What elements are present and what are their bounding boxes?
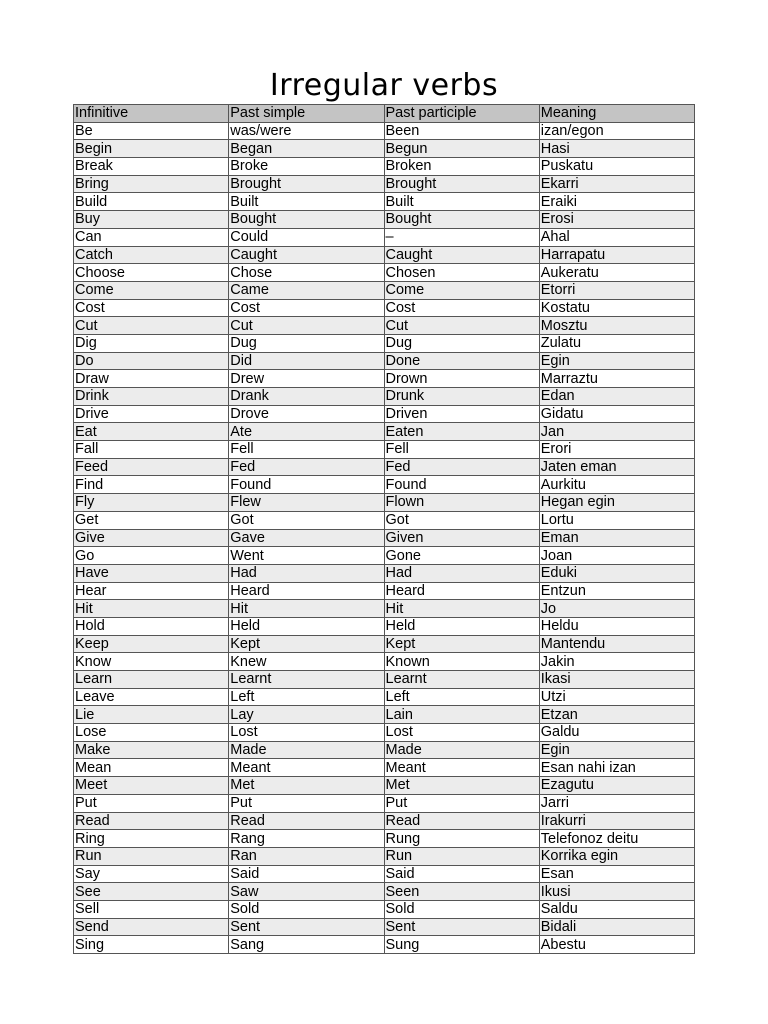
table-row [74, 564, 695, 582]
meaning-cell: Lortu [539, 511, 694, 529]
infinitive-cell: Meet [74, 777, 229, 795]
infinitive-cell: Hear [74, 582, 229, 600]
infinitive-cell: Say [74, 865, 229, 883]
column-header-past-participle: Past participle [384, 105, 539, 123]
meaning-cell: Erosi [539, 211, 694, 229]
infinitive-cell: Catch [74, 246, 229, 264]
meaning-cell: Eraiki [539, 193, 694, 211]
past-simple-cell: Could [229, 228, 384, 246]
meaning-cell: Jaten eman [539, 458, 694, 476]
meaning-cell: Utzi [539, 688, 694, 706]
meaning-cell: Heldu [539, 617, 694, 635]
past-participle-cell: Done [384, 352, 539, 370]
table-row [74, 122, 695, 140]
past-participle-cell: Come [384, 281, 539, 299]
table-row [74, 334, 695, 352]
past-participle-cell: Fell [384, 441, 539, 459]
infinitive-cell: Put [74, 794, 229, 812]
past-simple-cell: Broke [229, 158, 384, 176]
past-simple-cell: Lost [229, 724, 384, 742]
past-simple-cell: Saw [229, 883, 384, 901]
past-participle-cell: Read [384, 812, 539, 830]
past-simple-cell: Did [229, 352, 384, 370]
past-participle-cell: Found [384, 476, 539, 494]
table-row [74, 617, 695, 635]
infinitive-cell: Sing [74, 936, 229, 954]
past-simple-cell: Caught [229, 246, 384, 264]
meaning-cell: Irakurri [539, 812, 694, 830]
table-row [74, 777, 695, 795]
meaning-cell: Esan [539, 865, 694, 883]
past-simple-cell: Said [229, 865, 384, 883]
past-participle-cell: Dug [384, 334, 539, 352]
past-simple-cell: Sold [229, 900, 384, 918]
infinitive-cell: Run [74, 847, 229, 865]
infinitive-cell: Send [74, 918, 229, 936]
table-row [74, 883, 695, 901]
infinitive-cell: Can [74, 228, 229, 246]
page-title: Irregular verbs [269, 68, 499, 103]
past-simple-cell: Held [229, 617, 384, 635]
past-participle-cell: Cost [384, 299, 539, 317]
table-row [74, 812, 695, 830]
meaning-cell: Jakin [539, 653, 694, 671]
table-row [74, 458, 695, 476]
irregular-verbs-table [73, 104, 695, 954]
table-row [74, 158, 695, 176]
infinitive-cell: Buy [74, 211, 229, 229]
past-participle-cell: Brought [384, 175, 539, 193]
table-row [74, 211, 695, 229]
infinitive-cell: Sell [74, 900, 229, 918]
meaning-cell: Zulatu [539, 334, 694, 352]
column-header-past-simple: Past simple [229, 105, 384, 123]
table-row [74, 653, 695, 671]
past-participle-cell: Drunk [384, 388, 539, 406]
meaning-cell: Esan nahi izan [539, 759, 694, 777]
past-participle-cell: Seen [384, 883, 539, 901]
infinitive-cell: Go [74, 547, 229, 565]
table-row [74, 264, 695, 282]
meaning-cell: Saldu [539, 900, 694, 918]
past-participle-cell: Meant [384, 759, 539, 777]
past-simple-cell: Found [229, 476, 384, 494]
past-participle-cell: Gone [384, 547, 539, 565]
table-row [74, 582, 695, 600]
meaning-cell: Etorri [539, 281, 694, 299]
meaning-cell: Edan [539, 388, 694, 406]
table-row [74, 175, 695, 193]
meaning-cell: Aukeratu [539, 264, 694, 282]
meaning-cell: Joan [539, 547, 694, 565]
past-simple-cell: Met [229, 777, 384, 795]
past-simple-cell: Heard [229, 582, 384, 600]
past-simple-cell: Flew [229, 494, 384, 512]
past-participle-cell: Learnt [384, 671, 539, 689]
infinitive-cell: Hit [74, 600, 229, 618]
infinitive-cell: Ring [74, 830, 229, 848]
infinitive-cell: Leave [74, 688, 229, 706]
past-participle-cell: Chosen [384, 264, 539, 282]
meaning-cell: Hegan egin [539, 494, 694, 512]
infinitive-cell: Learn [74, 671, 229, 689]
past-participle-cell: Been [384, 122, 539, 140]
table-row [74, 671, 695, 689]
past-participle-cell: Known [384, 653, 539, 671]
meaning-cell: Kostatu [539, 299, 694, 317]
meaning-cell: Hasi [539, 140, 694, 158]
meaning-cell: Puskatu [539, 158, 694, 176]
past-participle-cell: Hit [384, 600, 539, 618]
past-participle-cell: Broken [384, 158, 539, 176]
infinitive-cell: See [74, 883, 229, 901]
infinitive-cell: Get [74, 511, 229, 529]
table-row [74, 741, 695, 759]
meaning-cell: Jo [539, 600, 694, 618]
meaning-cell: Mantendu [539, 635, 694, 653]
past-participle-cell: Met [384, 777, 539, 795]
header-row [74, 105, 695, 123]
past-participle-cell: Had [384, 564, 539, 582]
past-simple-cell: Came [229, 281, 384, 299]
table-row [74, 865, 695, 883]
meaning-cell: Jan [539, 423, 694, 441]
past-simple-cell: Read [229, 812, 384, 830]
meaning-cell: Korrika egin [539, 847, 694, 865]
past-participle-cell: – [384, 228, 539, 246]
past-participle-cell: Given [384, 529, 539, 547]
infinitive-cell: Fall [74, 441, 229, 459]
past-participle-cell: Sold [384, 900, 539, 918]
infinitive-cell: Keep [74, 635, 229, 653]
meaning-cell: Bidali [539, 918, 694, 936]
past-simple-cell: Knew [229, 653, 384, 671]
meaning-cell: Eduki [539, 564, 694, 582]
table-row [74, 228, 695, 246]
past-participle-cell: Lost [384, 724, 539, 742]
table-row [74, 900, 695, 918]
infinitive-cell: Hold [74, 617, 229, 635]
meaning-cell: Egin [539, 352, 694, 370]
past-simple-cell: Ran [229, 847, 384, 865]
past-participle-cell: Said [384, 865, 539, 883]
infinitive-cell: Give [74, 529, 229, 547]
past-participle-cell: Flown [384, 494, 539, 512]
column-header-meaning: Meaning [539, 105, 694, 123]
past-simple-cell: Brought [229, 175, 384, 193]
meaning-cell: Ezagutu [539, 777, 694, 795]
infinitive-cell: Draw [74, 370, 229, 388]
meaning-cell: Galdu [539, 724, 694, 742]
table-row [74, 281, 695, 299]
table-row [74, 388, 695, 406]
past-simple-cell: Cut [229, 317, 384, 335]
past-simple-cell: Drank [229, 388, 384, 406]
infinitive-cell: Drink [74, 388, 229, 406]
past-simple-cell: Sent [229, 918, 384, 936]
past-participle-cell: Sung [384, 936, 539, 954]
past-simple-cell: Built [229, 193, 384, 211]
past-simple-cell: Meant [229, 759, 384, 777]
meaning-cell: Jarri [539, 794, 694, 812]
table-row [74, 724, 695, 742]
past-simple-cell: Went [229, 547, 384, 565]
infinitive-cell: Read [74, 812, 229, 830]
meaning-cell: Erori [539, 441, 694, 459]
past-participle-cell: Made [384, 741, 539, 759]
past-simple-cell: Had [229, 564, 384, 582]
past-participle-cell: Held [384, 617, 539, 635]
infinitive-cell: Cost [74, 299, 229, 317]
past-simple-cell: Ate [229, 423, 384, 441]
meaning-cell: Ikusi [539, 883, 694, 901]
past-simple-cell: Chose [229, 264, 384, 282]
meaning-cell: Ikasi [539, 671, 694, 689]
meaning-cell: Telefonoz deitu [539, 830, 694, 848]
infinitive-cell: Begin [74, 140, 229, 158]
past-simple-cell: Hit [229, 600, 384, 618]
table-row [74, 511, 695, 529]
meaning-cell: Mosztu [539, 317, 694, 335]
meaning-cell: Etzan [539, 706, 694, 724]
table-row [74, 441, 695, 459]
past-simple-cell: Bought [229, 211, 384, 229]
past-simple-cell: Got [229, 511, 384, 529]
table-row [74, 246, 695, 264]
past-participle-cell: Left [384, 688, 539, 706]
infinitive-cell: Feed [74, 458, 229, 476]
past-simple-cell: Drew [229, 370, 384, 388]
infinitive-cell: Fly [74, 494, 229, 512]
table-row [74, 830, 695, 848]
meaning-cell: izan/egon [539, 122, 694, 140]
table-row [74, 476, 695, 494]
meaning-cell: Marraztu [539, 370, 694, 388]
past-simple-cell: Lay [229, 706, 384, 724]
past-simple-cell: Dug [229, 334, 384, 352]
meaning-cell: Gidatu [539, 405, 694, 423]
meaning-cell: Aurkitu [539, 476, 694, 494]
infinitive-cell: Lie [74, 706, 229, 724]
past-simple-cell: Fed [229, 458, 384, 476]
past-participle-cell: Heard [384, 582, 539, 600]
infinitive-cell: Find [74, 476, 229, 494]
past-participle-cell: Fed [384, 458, 539, 476]
table-row [74, 688, 695, 706]
past-simple-cell: Left [229, 688, 384, 706]
meaning-cell: Eman [539, 529, 694, 547]
past-participle-cell: Begun [384, 140, 539, 158]
past-simple-cell: Kept [229, 635, 384, 653]
table-row [74, 547, 695, 565]
table-row [74, 405, 695, 423]
infinitive-cell: Bring [74, 175, 229, 193]
past-participle-cell: Cut [384, 317, 539, 335]
infinitive-cell: Make [74, 741, 229, 759]
past-simple-cell: Gave [229, 529, 384, 547]
table-row [74, 299, 695, 317]
infinitive-cell: Cut [74, 317, 229, 335]
meaning-cell: Entzun [539, 582, 694, 600]
meaning-cell: Ahal [539, 228, 694, 246]
table-row [74, 529, 695, 547]
table-row [74, 370, 695, 388]
past-participle-cell: Driven [384, 405, 539, 423]
past-participle-cell: Run [384, 847, 539, 865]
past-simple-cell: Fell [229, 441, 384, 459]
past-participle-cell: Caught [384, 246, 539, 264]
infinitive-cell: Lose [74, 724, 229, 742]
table-row [74, 600, 695, 618]
infinitive-cell: Do [74, 352, 229, 370]
past-participle-cell: Kept [384, 635, 539, 653]
meaning-cell: Ekarri [539, 175, 694, 193]
table-body [74, 122, 695, 953]
past-participle-cell: Sent [384, 918, 539, 936]
past-simple-cell: Drove [229, 405, 384, 423]
past-participle-cell: Bought [384, 211, 539, 229]
table-row [74, 918, 695, 936]
meaning-cell: Egin [539, 741, 694, 759]
table-row [74, 759, 695, 777]
past-simple-cell: Sang [229, 936, 384, 954]
table-row [74, 352, 695, 370]
past-simple-cell: Cost [229, 299, 384, 317]
table-row [74, 847, 695, 865]
past-participle-cell: Eaten [384, 423, 539, 441]
infinitive-cell: Eat [74, 423, 229, 441]
meaning-cell: Harrapatu [539, 246, 694, 264]
table-row [74, 140, 695, 158]
table-row [74, 494, 695, 512]
column-header-infinitive: Infinitive [74, 105, 229, 123]
infinitive-cell: Mean [74, 759, 229, 777]
infinitive-cell: Build [74, 193, 229, 211]
infinitive-cell: Know [74, 653, 229, 671]
infinitive-cell: Be [74, 122, 229, 140]
table-row [74, 635, 695, 653]
infinitive-cell: Have [74, 564, 229, 582]
past-simple-cell: Learnt [229, 671, 384, 689]
table-row [74, 794, 695, 812]
past-participle-cell: Put [384, 794, 539, 812]
infinitive-cell: Choose [74, 264, 229, 282]
past-simple-cell: Put [229, 794, 384, 812]
infinitive-cell: Come [74, 281, 229, 299]
past-simple-cell: Rang [229, 830, 384, 848]
past-participle-cell: Got [384, 511, 539, 529]
table-row [74, 317, 695, 335]
infinitive-cell: Break [74, 158, 229, 176]
past-simple-cell: Made [229, 741, 384, 759]
table-row [74, 936, 695, 954]
table-row [74, 193, 695, 211]
table-row [74, 423, 695, 441]
infinitive-cell: Drive [74, 405, 229, 423]
past-participle-cell: Drown [384, 370, 539, 388]
past-participle-cell: Rung [384, 830, 539, 848]
past-simple-cell: Began [229, 140, 384, 158]
past-participle-cell: Built [384, 193, 539, 211]
infinitive-cell: Dig [74, 334, 229, 352]
past-participle-cell: Lain [384, 706, 539, 724]
past-simple-cell: was/were [229, 122, 384, 140]
meaning-cell: Abestu [539, 936, 694, 954]
table-row [74, 706, 695, 724]
